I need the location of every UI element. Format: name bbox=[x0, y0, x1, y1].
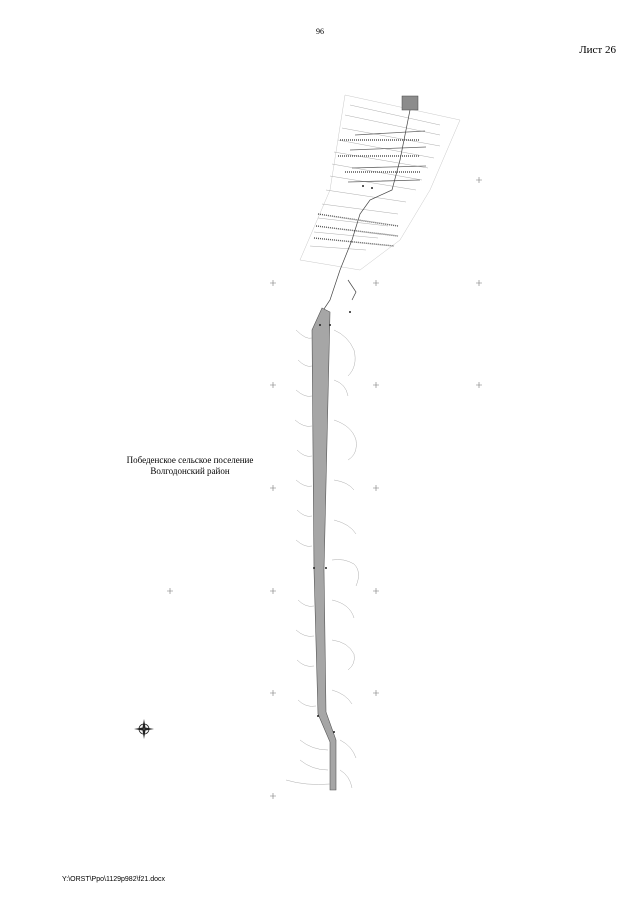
building-block bbox=[402, 96, 418, 110]
contour-lines-right bbox=[332, 330, 359, 788]
terrain-hatching bbox=[300, 95, 460, 270]
file-path: Y:\ORST\Ppo\1129p982\f21.docx bbox=[62, 876, 165, 883]
region-label-line2: Волгодонский район bbox=[150, 466, 230, 476]
region-label-line1: Победенское сельское поселение bbox=[126, 455, 254, 465]
page-number: 96 bbox=[316, 27, 324, 36]
sheet-label: Лист 26 bbox=[579, 44, 616, 56]
region-label bbox=[110, 455, 270, 477]
compass-rose-icon bbox=[134, 718, 154, 740]
pipeline-corridor bbox=[312, 308, 336, 790]
